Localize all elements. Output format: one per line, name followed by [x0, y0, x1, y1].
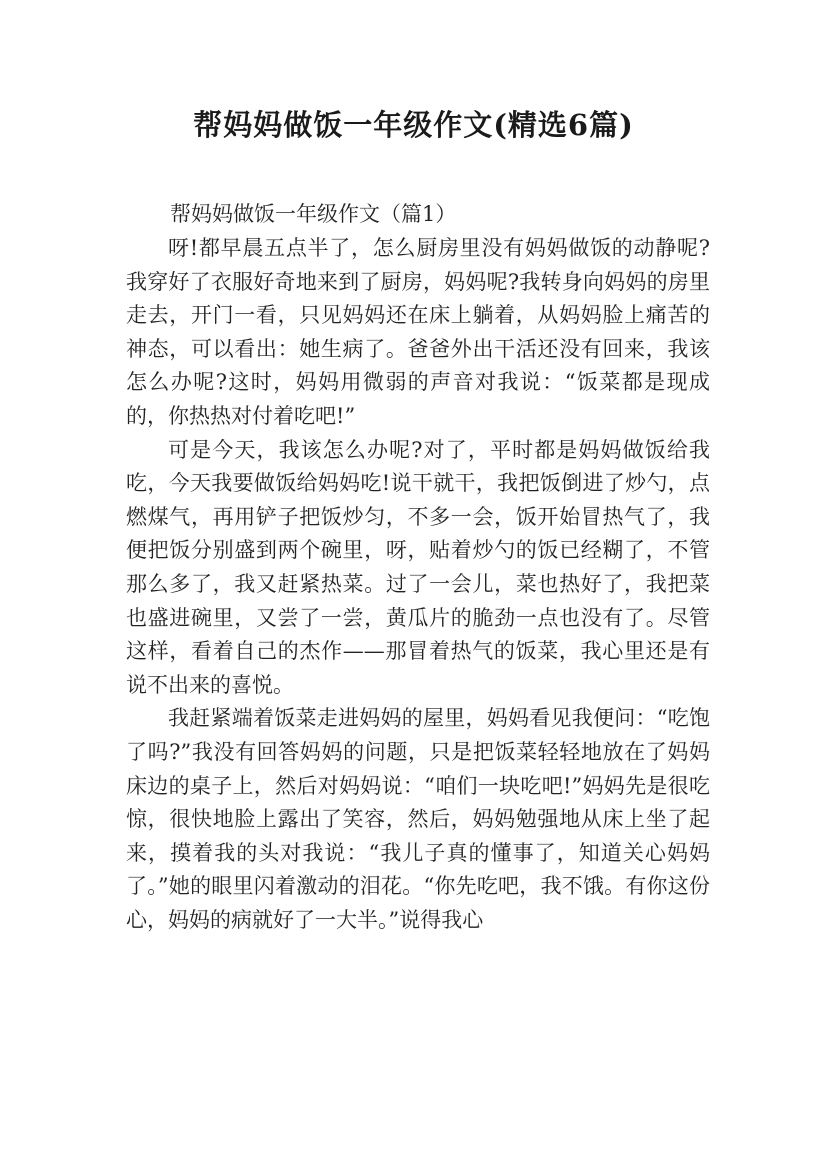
paragraph-1: 呀!都早晨五点半了，怎么厨房里没有妈妈做饭的动静呢?我穿好了衣服好奇地来到了厨房，妈妈呢?我转身向妈妈的房里走去，开门一看，只见妈妈还在床上躺着，从妈妈脸上痛苦的神态，可以看出：她生病了。爸爸外出干活还没有回来，我该怎么办呢?这时，妈妈用微弱的声音对我说：“饭菜都是现成的，你热热对付着吃吧!” [126, 236, 710, 428]
document-title: 帮妈妈做饭一年级作文(精选6篇) [193, 108, 634, 142]
section-heading: 帮妈妈做饭一年级作文（篇1） [170, 202, 457, 226]
paragraph-3: 我赶紧端着饭菜走进妈妈的屋里，妈妈看见我便问：“吃饱了吗?”我没有回答妈妈的问题，只是把饭菜轻轻地放在了妈妈床边的桌子上，然后对妈妈说：“咱们一块吃吧!”妈妈先是很吃惊，很快地脸上露出了笑容，然后，妈妈勉强地从床上坐了起来，摸着我的头对我说：“我儿子真的懂事了，知道关心妈妈了。”她的眼里闪着激动的泪花。“你先吃吧，我不饿。有你这份心，妈妈的病就好了一大半。”说得我心 [126, 706, 710, 932]
paragraph-2: 可是今天，我该怎么办呢?对了，平时都是妈妈做饭给我吃，今天我要做饭给妈妈吃!说干就干，我把饭倒进了炒勺，点燃煤气，再用铲子把饭炒匀，不多一会，饭开始冒热气了，我便把饭分别盛到两个碗里，呀，贴着炒勺的饭已经糊了，不管那么多了，我又赶紧热菜。过了一会儿，菜也热好了，我把菜也盛进碗里，又尝了一尝，黄瓜片的脆劲一点也没有了。尽管这样，看着自己的杰作——那冒着热气的饭菜，我心里还是有说不出来的喜悦。 [126, 437, 710, 697]
essay-body [126, 232, 710, 937]
